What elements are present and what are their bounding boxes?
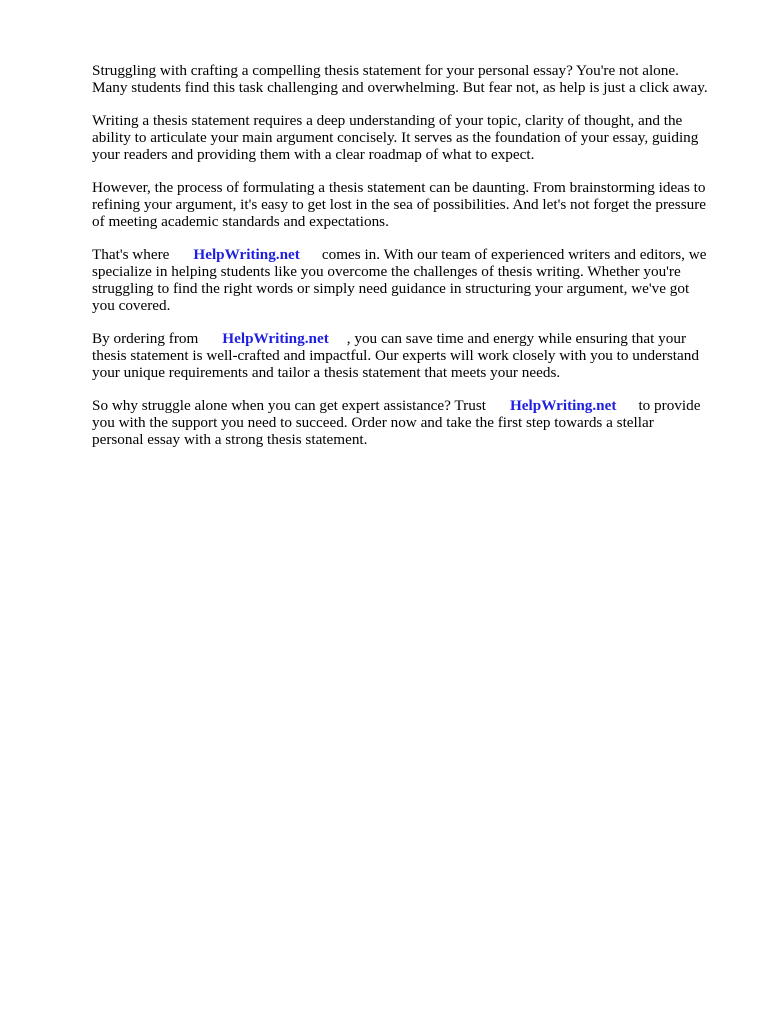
text-line: personal essay with a strong thesis statement. — [92, 431, 368, 448]
paragraph-intro — [92, 62, 732, 96]
text-line — [92, 397, 732, 414]
text-line: struggling to find the right words or simply need guidance in structuring your argument, we've got — [92, 280, 690, 297]
text-line: specialize in helping students like you overcome the challenges of thesis writing. Whether you're — [92, 263, 681, 280]
helpwriting-link[interactable]: HelpWriting.net — [509, 397, 617, 414]
helpwriting-link[interactable]: HelpWriting.net — [193, 246, 300, 263]
paragraph-service-intro — [92, 246, 732, 314]
text-fragment: comes in. With our team of experienced writers and editors, we — [321, 246, 707, 263]
text-fragment: , you can save time and energy while ensuring that your — [346, 330, 686, 347]
helpwriting-link[interactable]: HelpWriting.net — [222, 330, 329, 347]
text-line — [92, 330, 732, 347]
text-line: ability to articulate your main argument concisely. It serves as the foundation of your essay, guiding — [92, 129, 699, 146]
text-line: Writing a thesis statement requires a deep understanding of your topic, clarity of thought, and the — [92, 112, 683, 129]
text-line — [92, 246, 732, 263]
text-line: thesis statement is well-crafted and impactful. Our experts will work closely with you to understand — [92, 347, 699, 364]
text-line: Many students find this task challenging and overwhelming. But fear not, as help is just a click away. — [92, 79, 708, 96]
paragraph-thesis-definition — [92, 112, 732, 163]
text-line: you covered. — [92, 297, 171, 314]
text-line: However, the process of formulating a thesis statement can be daunting. From brainstorming ideas to — [92, 179, 706, 196]
paragraph-ordering — [92, 330, 732, 381]
text-fragment: That's where — [92, 246, 170, 263]
text-line: Struggling with crafting a compelling thesis statement for your personal essay? You're not alone. — [92, 62, 679, 79]
text-line: your unique requirements and tailor a thesis statement that meets your needs. — [92, 364, 561, 381]
text-fragment: So why struggle alone when you can get expert assistance? Trust — [92, 397, 486, 414]
document-body — [92, 62, 732, 464]
paragraph-challenges — [92, 179, 732, 230]
text-fragment: By ordering from — [92, 330, 199, 347]
text-line: your readers and providing them with a clear roadmap of what to expect. — [92, 146, 535, 163]
text-line: refining your argument, it's easy to get lost in the sea of possibilities. And let's not forget the pressure — [92, 196, 706, 213]
text-fragment: to provide — [638, 397, 701, 414]
text-line: of meeting academic standards and expectations. — [92, 213, 389, 230]
text-line: you with the support you need to succeed. Order now and take the first step towards a stellar — [92, 414, 654, 431]
paragraph-call-to-action — [92, 397, 732, 448]
